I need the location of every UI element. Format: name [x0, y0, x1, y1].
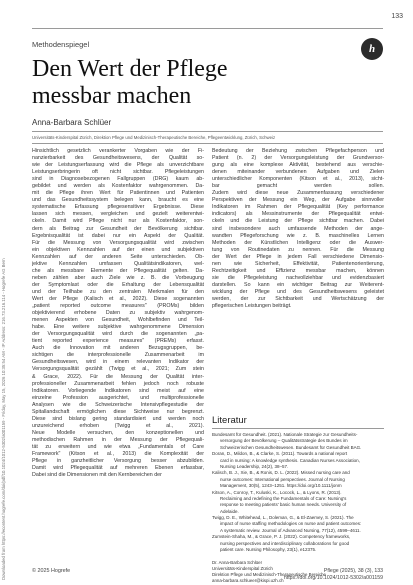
body-text-line: Bedeutung der Beziehung zwischen Pflegefachperson und	[212, 148, 384, 154]
body-text-line: Diese sind bislang gering standardisiert und werden noch	[32, 415, 204, 422]
body-text-line: Versorgungsqualität gezählt (Twigg et al., 2021; Zum stein	[32, 366, 204, 373]
header-rule	[32, 28, 383, 29]
body-text-line: lassen sich messen, vergleichen und gezielt weiterentwi-	[32, 211, 204, 218]
body-text-line: ein objektiven Kennzahlen auf der einen und subjektiven	[32, 246, 204, 253]
body-text-line: Auch die Innovation mit anderen Bezugsgruppen, be-	[32, 345, 204, 352]
body-text-line: mit die Pflege ihren Wert für Patientinnen und Patienten	[32, 190, 204, 197]
body-column-left	[32, 148, 204, 479]
contact-email[interactable]: anna-barbara.schlueer@kispi.uzh.ch	[212, 578, 284, 583]
body-text-line: Analysen wie die Schweizerische Intensivpflegestudie der	[32, 401, 204, 408]
literature-rule	[212, 428, 384, 429]
body-text-line: indicators) als Messinstrumente der Pflegequalität entwi-	[212, 211, 384, 218]
reference-item	[212, 451, 384, 470]
body-text-line: der Symptomlast oder die Erhaltung der Lebensqualität	[32, 281, 204, 288]
contact-line: Universitäts-Kinderspital Zürich	[212, 566, 273, 571]
body-text-line: professioneller Zusammenarbeit fehlen jedoch noch robuste	[32, 380, 204, 387]
rubric-label: Methodenspiegel	[32, 40, 90, 49]
body-text-line: methodischen Rahmen in der Messung der Pflegequali-	[32, 436, 204, 443]
body-text-line: Dabei sind die Dimensionen mit den Kernbereichen der	[32, 472, 162, 479]
reference-line: Twigg, D. E., Whitehead, L., Doleman, G., & El-Zaemey, S. (2021). The	[212, 515, 354, 521]
body-text-line: jektive Kennzahlen umfassen Qualitätsindikatoren, wel-	[32, 260, 204, 267]
body-text-line: Damit wird Pflegequalität auf mehreren Ebenen erfassbar,	[32, 465, 204, 472]
reference-line: A systematic review. Journal of Advanced Nursing, 77(12), 4599–4611.	[220, 527, 361, 533]
body-text-line: Leistungserbringerin oft nicht sichtbar. Pflegeleistungen	[32, 169, 204, 176]
body-text-line: sie die Pflegeleistung nachvollziehbar und evidenzbasiert	[212, 274, 384, 281]
body-text-line: sind insbesondere auch umfassende Methoden der ange-	[212, 225, 384, 232]
title-line: Den Wert der Pflege	[32, 56, 228, 82]
body-text-line: Indikatoren im Rahmen der Pflegequalität (Key performance	[212, 204, 384, 211]
body-text-line: dern als Beitrag zur Gesundheit der Bevölkerung sichtbar.	[32, 225, 204, 232]
reference-item	[212, 534, 384, 553]
reference-line: Schweizerischen Gesundheitswesen. Bundesamt für Gesundheit BAG.	[220, 444, 362, 450]
download-watermark-text: Downloaded from https://econtent.hogrefe.com/doi/pdf/10.1024/1012-5302/a001159 - Friday, May 15, 2026 10:35:54 AM - IP Address: 216.73.216.114 - Hogrefe AG Bern	[1, 258, 6, 580]
body-text-line: darstellen. So kann ein wichtiger Beitrag zur Weiterent-	[212, 281, 384, 288]
author-affiliation: Universitäts-Kinderspital Zürich, Direktion Pflege und Medizinisch-Therapeutische Bereiche, Pflegeentwicklung, Zürich, Schweiz	[32, 135, 276, 140]
body-text-line: ckeln. Damit wird Pflege nicht nur als Kostenfaktor, son-	[32, 218, 204, 225]
body-text-line: tung von Routinedaten zu nennen. Für die Messung	[212, 246, 384, 253]
body-text-line: Hinsichtlich gesetzlich verankerter Vorgaben wie der Fi-	[32, 148, 204, 154]
body-text-line: bar gemacht werden sollen.	[212, 183, 384, 190]
body-text-line: neben zählen aber auch Ziele wie z. B. die Vorbeugung	[32, 274, 204, 281]
reference-line: versorgung der Bevölkerung – Qualitätsstrategie des Bundes im	[220, 438, 348, 444]
body-text-line: wie der Leistungserfassung wird die Pflege als unverzichtbare	[32, 162, 204, 169]
body-text-line: habe. Eine weitere subjektive wahrgenommene Dimension	[32, 324, 204, 331]
affiliation-rule	[32, 143, 383, 144]
reference-line: Reclaiming and redefining the Fundamentals of Care: Nursing's	[220, 495, 347, 501]
reference-line: impact of nurse staffing methodologies on nurse and patient outcomes:	[220, 521, 362, 527]
reference-line: response to meeting patients' basic human needs. University of	[220, 502, 347, 508]
literature-heading: Literatur	[212, 415, 247, 426]
body-text-line: unzureichend erhoben (Twigg et al., 2021).	[32, 422, 204, 429]
contact-name: Dr. Anna-Barbara Schlüer	[212, 560, 263, 565]
body-text-line: objektivierend erhobene Daten zu subjektiv wahrgenom-	[32, 310, 204, 317]
body-text-line: Zudem wird diese neue Zusammenfassung verschiedener	[212, 190, 384, 197]
body-text-line: pflegerischen Leistungen beiträgt.	[212, 303, 292, 310]
body-text-line: gebildet und werden als Kostenfaktor wahrgenommen. Da-	[32, 183, 204, 190]
body-text-line: und der Teilhabe zu den zentralen Merkmalen für den	[32, 288, 204, 295]
footer-journal: Pflege (2025), 38 (3), 133	[323, 568, 383, 574]
footer-copyright: © 2025 Hogrefe	[32, 568, 71, 574]
body-text-line: nanzierbarkeit des Gesundheitswesens, der Qualität so-	[32, 155, 204, 162]
body-text-line: wicklung der Pflege und des Gesundheitswesens geleistet	[212, 288, 384, 295]
body-text-line: sind in Diagnosebezogenen Fallgruppen (DRG) kaum ab-	[32, 176, 204, 183]
body-text-line: tät zu erweitern und wie etwa „Fundamentals of Care	[32, 443, 204, 450]
body-text-line: Gesundheitswesen, wird in einem relevanten Indikator der	[32, 359, 204, 366]
reference-item	[212, 515, 384, 534]
reference-line: Zumstein-Shaha, M., & Grace, P. J. (2022). Competency frameworks,	[212, 534, 351, 540]
reference-line: card in nursing: A knowledge synthesis. Canadian Nurses Association,	[220, 457, 360, 463]
reference-list	[212, 432, 384, 553]
footer-citation	[284, 568, 383, 581]
body-text-line: ckeln und die Leistung der Pflege sichtbar machen. Dabei	[212, 218, 384, 225]
reference-line: Kalisch, B. J., Xie, B., & Ronis, D. L. (2022). Missed nursing care and	[212, 470, 350, 476]
body-text-line: Framework" (Kitson et al., 2013) die Komplexität der	[32, 451, 204, 458]
body-text-line: denen miteinander verbundenen Aufgaben und Zielen	[212, 169, 384, 176]
body-text-line: Indikatoren. Vorliegende Indikatoren sind meist auf eine	[32, 387, 204, 394]
reference-line: nurse outcomes: International perspectives. Journal of Nursing	[220, 476, 345, 482]
body-text-line: sichtigen die interprofessionelle Zusammenarbeit im	[32, 352, 204, 359]
author-rule	[32, 131, 383, 132]
body-text-line: Methoden der Künstlichen Intelligenz oder die Auswer-	[212, 239, 384, 246]
body-text-line: einzelne Profession ausgerichtet, und multiprofessionelle	[32, 394, 204, 401]
reference-line: Kitson, A., Conroy, T., Kuluski, K., Locock, L., & Lyons, R. (2013).	[212, 489, 342, 495]
reference-line: Management, 30(5), 1243–1251. https://doi.org/10.1111/jonm	[220, 483, 342, 489]
body-text-line: und das Gesundheitssystem belegen kann, braucht es eine	[32, 197, 204, 204]
download-watermark	[0, 0, 14, 585]
footer-doi-link[interactable]: https://doi.org/10.1024/1012-5302/a001159	[283, 574, 383, 581]
body-text-line: Rechtzeitigkeit und Effizienz messbar machen, können	[212, 267, 384, 274]
reference-item	[212, 490, 384, 516]
body-text-line: Perspektiven der Messung ein Weg, der Aufgabe sinnvoller	[212, 197, 384, 204]
body-text-line: Wert der Pflege (Kalisch et al., 2022). Diese sogenannten	[32, 295, 204, 302]
reference-line: Nursing Leadership, 24(2), 38–57.	[220, 463, 289, 469]
body-text-line: Ergebnisqualität ist dabei nur ein Aspekt der Qualität.	[32, 232, 204, 239]
body-text-line: Für die Messung von Versorgungsqualität wird zwischen	[32, 239, 204, 246]
body-text-line: menen Aspekten von Gesundheit, Wohlbefinden und Teil-	[32, 317, 204, 324]
body-text-line: Kennzahlen auf der anderen Seite unterschieden. Ob-	[32, 253, 204, 260]
reference-line: Doran, D., Mildon, B., & Clarke, S. (2011). Towards a national report	[212, 451, 348, 457]
hogrefe-logo: h	[361, 38, 383, 60]
body-text-line: unterschiedlicher Komponenten (Kitson et al., 2013), sicht-	[212, 176, 384, 183]
reference-line: Adelaide.	[220, 508, 239, 514]
author-name: Anna-Barbara Schlüer	[32, 118, 112, 127]
body-text-line: & Grace, 2022). Für die Messung der Qualität inter-	[32, 373, 204, 380]
body-text-line: der Wert der Pflege in jedem Fall verschiedene Dimensio-	[212, 253, 384, 260]
title-line: messbar machen	[32, 83, 192, 109]
reference-line: nursing perspectives and interdisciplinary collaborations for good	[220, 540, 350, 546]
body-text-line: „patient reported outcome measures" (PROMs) bilden	[32, 303, 204, 310]
body-text-line: tient reported experience measures" (PREMs) erfasst.	[32, 338, 204, 345]
reference-line: Bundesamt für Gesundheit. (2021). Nationale Strategie zur Gesundheits-	[212, 432, 358, 437]
page-number: 133	[391, 13, 403, 20]
reference-item	[212, 470, 384, 489]
body-text-line: werden, der zur Sichtbarkeit und Wertschätzung der	[212, 295, 384, 302]
body-text-line: Spitallandschaft ermöglichen diese Sichtweise nur begrenzt.	[32, 408, 204, 415]
body-text-line: Patient (n. 2) der Versorgungsleistung der Grundversor-	[212, 155, 384, 162]
reference-item	[212, 432, 384, 451]
body-text-line: der Versorgungsqualität wird durch die sogenannten „pa-	[32, 331, 204, 338]
article-title	[32, 56, 332, 110]
body-text-line: wandten Pflegeforschung wie z. B. maschinelles Lernen	[212, 232, 384, 239]
body-text-line: nen wie Sicherheit, Effektivität, Patientenorientierung,	[212, 260, 384, 267]
body-text-line: Neue Modelle versuchen, den konzeptionellen und	[32, 429, 204, 436]
body-text-line: Pflege in ganzheitlicher Versorgung besser abzubilden.	[32, 458, 204, 465]
body-text-line: systematische Erfassung pflegesensitiver Ergebnisse. Diese	[32, 204, 204, 211]
body-column-right	[212, 148, 384, 310]
reference-line: patient care. Nursing Philosophy, 23(1), e12375.	[220, 547, 317, 553]
body-text-line: gung als eine komplexe Aktivität, bestehend aus verschie-	[212, 162, 384, 169]
body-text-line: che als messbare Elemente der Pflegequalität gelten. Da-	[32, 267, 204, 274]
contact-line: Direktion Pflege und Medizinisch-Therapeutische Bereiche	[212, 572, 326, 577]
